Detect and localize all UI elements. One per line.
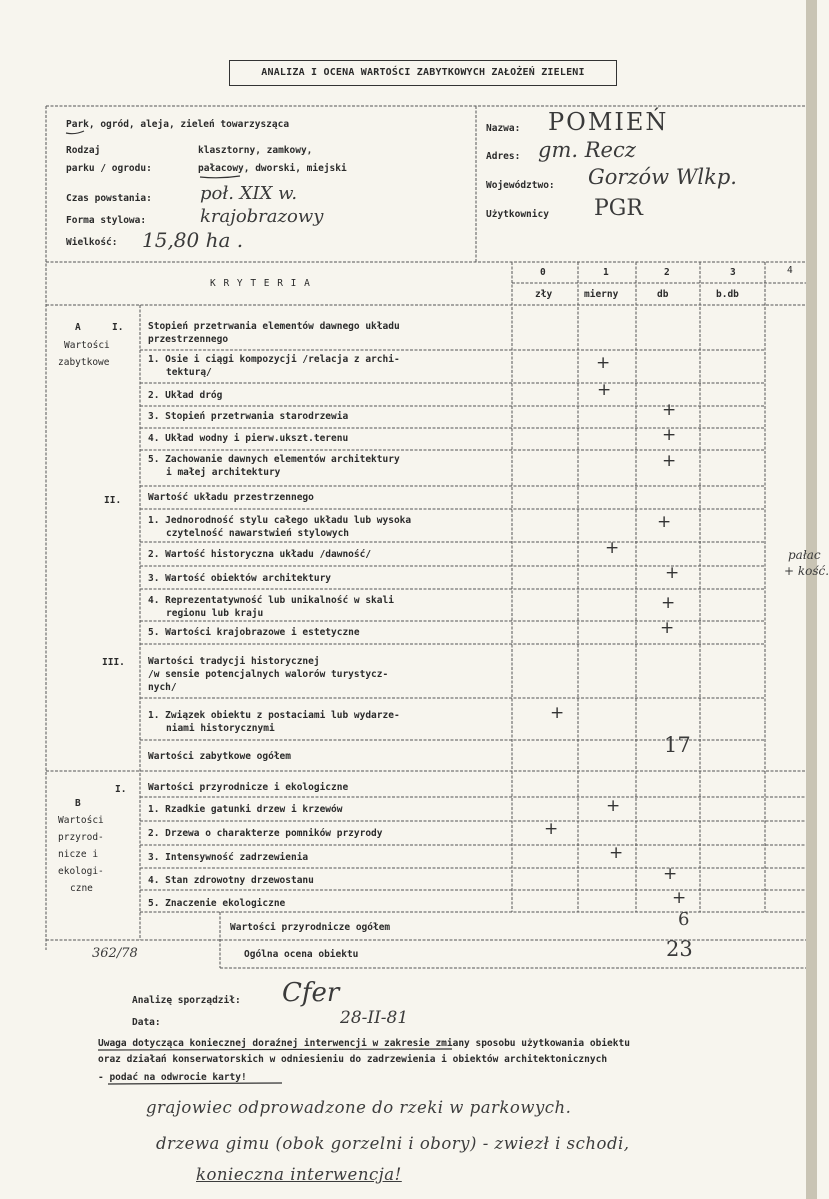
zabytkowe-total-label: Wartości zabytkowe ogółem <box>148 751 291 762</box>
criterion-a2-1: 1. Jednorodność stylu całego układu lub wysoka <box>148 515 412 526</box>
section-b-roman: I. <box>115 784 127 795</box>
criterion-a2-4: 4. Reprezentatywność lub unikalność w skali <box>148 595 394 606</box>
wielkosc-value: 15,80 ha . <box>142 228 244 252</box>
mark-b-4: + <box>663 864 678 884</box>
section-a-roman-3: III. <box>102 657 125 668</box>
group-3-title-cont-2: nych/ <box>148 682 177 693</box>
group-1-title-cont: przestrzennego <box>148 334 229 345</box>
score-4: 4 <box>787 265 793 276</box>
form-title: ANALIZA I OCENA WARTOŚCI ZABYTKOWYCH ZAŁOŻEŃ ZIELENI <box>229 60 617 86</box>
score-1: 1 <box>603 267 609 278</box>
mark-a1-5: + <box>662 451 677 471</box>
margin-note-1: pałac <box>788 548 821 562</box>
group-3-title: Wartości tradycji historycznej <box>148 656 320 667</box>
section-b-label-3: nicze i <box>58 849 99 860</box>
mark-b-3: + <box>609 843 624 863</box>
section-a-letter: A <box>75 322 81 333</box>
adres-value: gm. Recz <box>538 138 636 162</box>
mark-a2-1: + <box>657 512 672 532</box>
uwaga-line-2: oraz działań konserwatorskich w odniesieniu do zadrzewienia i obiektów architektonicznych <box>98 1054 608 1065</box>
group-b-title: Wartości przyrodnicze i ekologiczne <box>148 782 349 793</box>
criterion-a2-2: 2. Wartość historyczna układu /dawność/ <box>148 549 372 560</box>
group-1-title: Stopień przetrwania elementów dawnego układu <box>148 321 400 332</box>
section-a-label-2: zabytkowe <box>58 357 110 368</box>
mark-b-5: + <box>672 888 687 908</box>
section-b-label-2: przyrod- <box>58 832 104 843</box>
handwritten-note-2: drzewa gimu (obok gorzelni i obory) - zwiezł i schodi, <box>156 1134 630 1153</box>
criterion-b-3: 3. Intensywność zadrzewienia <box>148 852 309 863</box>
mark-a1-1: + <box>596 353 611 373</box>
zabytkowe-total-value: 17 <box>664 733 691 757</box>
score-label-mierny: mierny <box>584 289 619 300</box>
mark-a1-2: + <box>597 380 612 400</box>
margin-note-2: + kość. <box>784 564 829 578</box>
section-b-letter: B <box>75 798 81 809</box>
rodzaj-label: Rodzaj <box>66 145 101 156</box>
mark-a2-4: + <box>661 593 676 613</box>
wielkosc-label: Wielkość: <box>66 237 118 248</box>
criterion-a1-3: 3. Stopień przetrwania starodrzewia <box>148 411 349 422</box>
criterion-a3-1: 1. Związek obiektu z postaciami lub wydarze- <box>148 710 400 721</box>
criterion-a1-5: 5. Zachowanie dawnych elementów architektury <box>148 454 400 465</box>
criterion-a1-2: 2. Układ dróg <box>148 390 223 401</box>
parku-label: parku / ogrodu: <box>66 163 152 174</box>
score-0: 0 <box>540 267 546 278</box>
criterion-b-2: 2. Drzewa o charakterze pomników przyrody <box>148 828 383 839</box>
rodzaj-value: klasztorny, zamkowy, <box>198 145 313 156</box>
wojewodztwo-value: Gorzów Wlkp. <box>588 165 737 189</box>
mark-a1-4: + <box>662 425 677 445</box>
grand-total-value: 23 <box>666 937 693 961</box>
nazwa-value: POMIEŃ <box>548 108 669 136</box>
data-label: Data: <box>132 1017 161 1028</box>
criterion-a1-5-cont: i małej architektury <box>166 467 281 478</box>
score-2: 2 <box>664 267 670 278</box>
mark-b-1: + <box>606 796 621 816</box>
criterion-a1-4: 4. Układ wodny i pierw.ukszt.terenu <box>148 433 349 444</box>
handwritten-note-3: konieczna interwencja! <box>196 1165 402 1184</box>
kryteria-heading: K R Y T E R I A <box>210 278 311 289</box>
criterion-a2-4-cont: regionu lub kraju <box>166 608 264 619</box>
uwaga-line-1: Uwaga dotycząca koniecznej doraźnej interwencji w zakresie zmiany sposobu użytkowania obiektu <box>98 1038 630 1049</box>
score-3: 3 <box>730 267 736 278</box>
mark-a2-2: + <box>605 538 620 558</box>
analiza-label: Analizę sporządził: <box>132 995 241 1006</box>
signature: Cfer <box>282 978 340 1008</box>
uzytkownicy-label: Użytkownicy <box>486 209 549 220</box>
mark-b-2: + <box>544 819 559 839</box>
score-label-zly: zły <box>535 289 553 300</box>
criterion-a2-5: 5. Wartości krajobrazowe i estetyczne <box>148 627 360 638</box>
date-value: 28-II-81 <box>340 1008 409 1028</box>
handwritten-note-1: grajowiec odprowadzone do rzeki w parkowych. <box>146 1098 572 1117</box>
criterion-b-4: 4. Stan zdrowotny drzewostanu <box>148 875 314 886</box>
section-b-label-4: ekologi- <box>58 866 104 877</box>
section-a-roman-2: II. <box>104 495 122 506</box>
criterion-a2-3: 3. Wartość obiektów architektury <box>148 573 332 584</box>
criterion-b-5: 5. Znaczenie ekologiczne <box>148 898 286 909</box>
przyrodnicze-total-value: 6 <box>678 909 690 930</box>
forma-label: Forma stylowa: <box>66 215 147 226</box>
section-b-label-5: czne <box>70 883 93 894</box>
criterion-a1-1: 1. Osie i ciągi kompozycji /relacja z archi- <box>148 354 400 365</box>
criterion-a3-1-cont: niami historycznymi <box>166 723 275 734</box>
mark-a3-1: + <box>550 703 565 723</box>
mark-a2-3: + <box>665 563 680 583</box>
criterion-a2-1-cont: czytelność nawarstwień stylowych <box>166 528 350 539</box>
czas-value: poł. XIX w. <box>200 183 298 204</box>
group-2-title: Wartość układu przestrzennego <box>148 492 314 503</box>
grand-total-label: Ogólna ocena obiektu <box>244 949 359 960</box>
przyrodnicze-total-label: Wartości przyrodnicze ogółem <box>230 922 391 933</box>
czas-label: Czas powstania: <box>66 193 152 204</box>
wojewodztwo-label: Województwo: <box>486 180 555 191</box>
nazwa-label: Nazwa: <box>486 123 521 134</box>
forma-value: krajobrazowy <box>200 206 324 227</box>
section-a-roman-1: I. <box>112 322 124 333</box>
criterion-b-1: 1. Rzadkie gatunki drzew i krzewów <box>148 804 343 815</box>
score-label-bdb: b.db <box>716 289 739 300</box>
adres-label: Adres: <box>486 151 521 162</box>
reference-number: 362/78 <box>92 946 138 961</box>
criterion-a1-1-cont: tekturą/ <box>166 367 212 378</box>
mark-a2-5: + <box>660 618 675 638</box>
score-label-db: db <box>657 289 669 300</box>
section-a-label-1: Wartości <box>64 340 110 351</box>
park-type-line: Park, ogród, aleja, zieleń towarzysząca <box>66 119 290 130</box>
group-3-title-cont-1: /w sensie potencjalnych walorów turystycz- <box>148 669 389 680</box>
parku-value: pałacowy, dworski, miejski <box>198 163 347 174</box>
uzytkownicy-value: PGR <box>594 196 643 221</box>
section-b-label-1: Wartości <box>58 815 104 826</box>
uwaga-line-3: - podać na odwrocie karty! <box>98 1072 247 1083</box>
mark-a1-3: + <box>662 400 677 420</box>
